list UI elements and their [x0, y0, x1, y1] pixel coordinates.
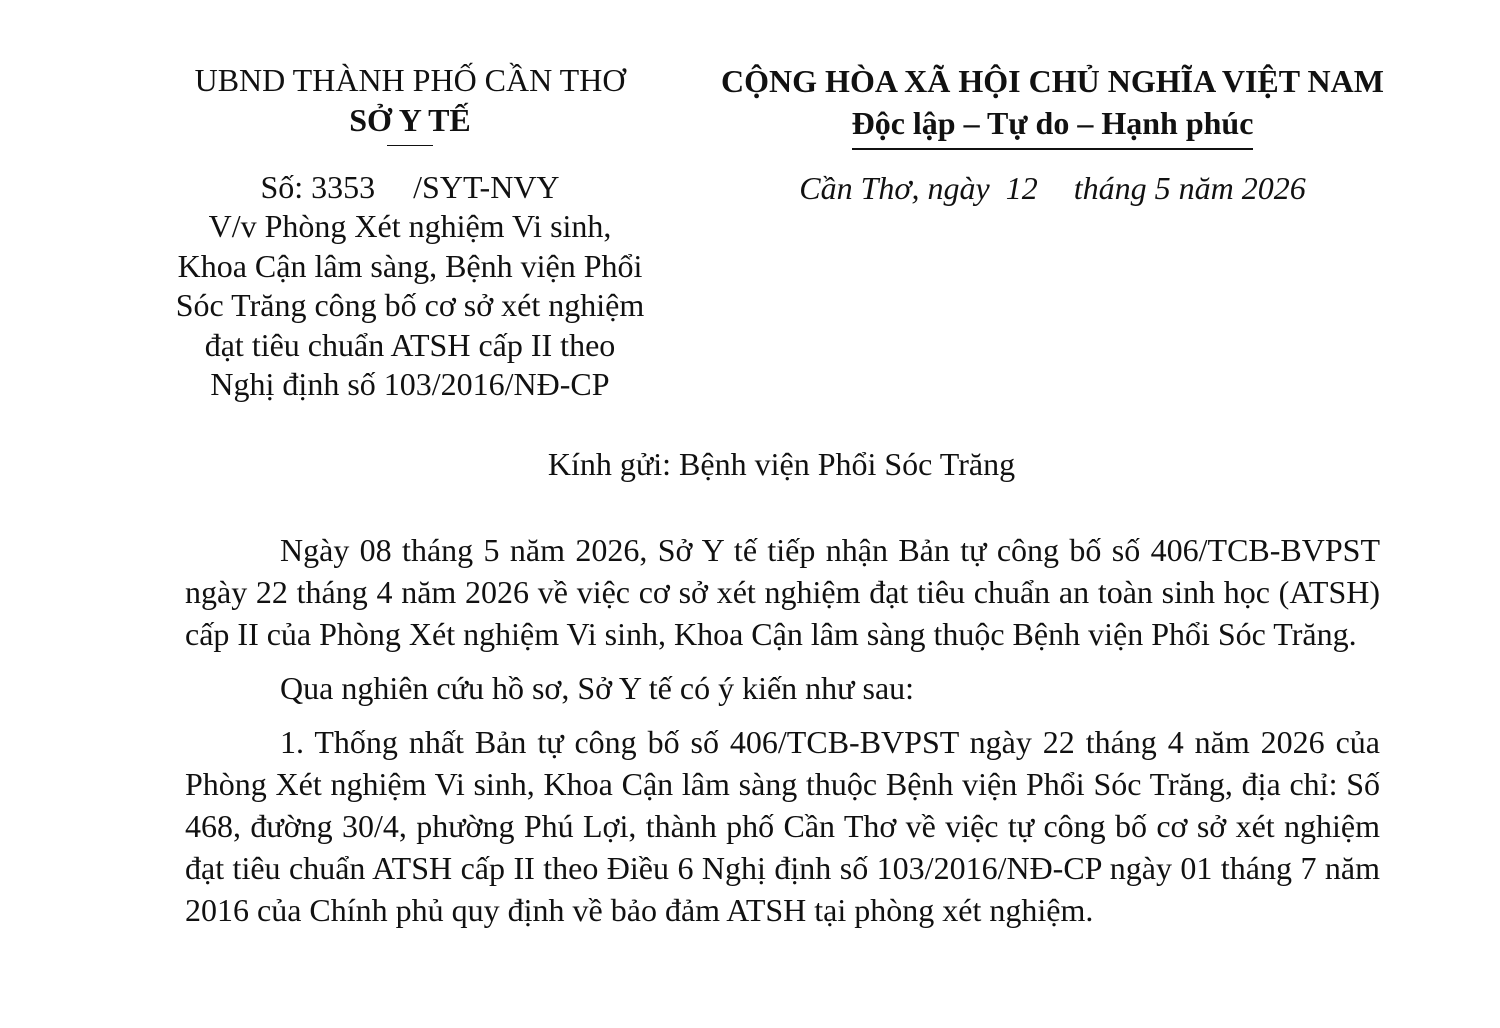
date-place: Cần Thơ, ngày [799, 170, 990, 206]
national-motto: Độc lập – Tự do – Hạnh phúc [851, 105, 1254, 141]
subject-line: V/v Phòng Xét nghiệm Vi sinh, [208, 208, 612, 244]
subject-line: Khoa Cận lâm sàng, Bệnh viện Phổi [177, 247, 643, 284]
document-number-suffix: /SYT-NVY [413, 169, 560, 205]
agency-name: SỞ Y TẾ [349, 102, 471, 138]
subject-line: Sóc Trăng công bố cơ sở xét nghiệm [175, 287, 645, 323]
document-body [185, 529, 1380, 943]
subject-line: đạt tiêu chuẩn ATSH cấp II theo [204, 326, 616, 363]
subject-line: Nghị định số 103/2016/NĐ-CP [210, 366, 610, 402]
body-paragraph: 1. Thống nhất Bản tự công bố số 406/TCB-BVPST ngày 22 tháng 4 năm 2026 của Phòng Xét nghiệm Vi sinh, Khoa Cận lâm sàng thuộc Bệnh viện Phổi Sóc Trăng, địa chỉ: Số 468, đường 30/4, phường Phú Lợi, thành phố Cần Thơ về việc tự công bố cơ sở xét nghiệm đạt tiêu chuẩn ATSH cấp II theo Điều 6 Nghị định số 103/2016/NĐ-CP ngày 01 tháng 7 năm 2016 của Chính phủ quy định về bảo đảm ATSH tại phòng xét nghiệm. [185, 724, 1380, 928]
document-number-prefix: Số: 3353 [260, 169, 376, 205]
parent-agency: UBND THÀNH PHỐ CẦN THƠ [194, 62, 626, 98]
national-title-block [680, 60, 1425, 150]
issuing-agency-block [130, 60, 690, 146]
agency-underline [387, 145, 433, 146]
issue-date [680, 167, 1425, 209]
date-month-year: tháng 5 năm 2026 [1073, 170, 1306, 206]
document-subject [130, 207, 690, 405]
country-name: CỘNG HÒA XÃ HỘI CHỦ NGHĨA VIỆT NAM [721, 63, 1384, 99]
date-day: 12 [1005, 170, 1038, 206]
motto-wrapper [852, 102, 1254, 150]
body-paragraph: Ngày 08 tháng 5 năm 2026, Sở Y tế tiếp nhận Bản tự công bố số 406/TCB-BVPST ngày 22 tháng 4 năm 2026 về việc cơ sở xét nghiệm đạt tiêu chuẩn an toàn sinh học (ATSH) cấp II của Phòng Xét nghiệm Vi sinh, Khoa Cận lâm sàng thuộc Bệnh viện Phổi Sóc Trăng. [185, 532, 1380, 652]
recipient-line: Kính gửi: Bệnh viện Phổi Sóc Trăng [547, 446, 1016, 482]
body-paragraph: Qua nghiên cứu hồ sơ, Sở Y tế có ý kiến như sau: [280, 670, 915, 706]
document-number [130, 167, 690, 207]
